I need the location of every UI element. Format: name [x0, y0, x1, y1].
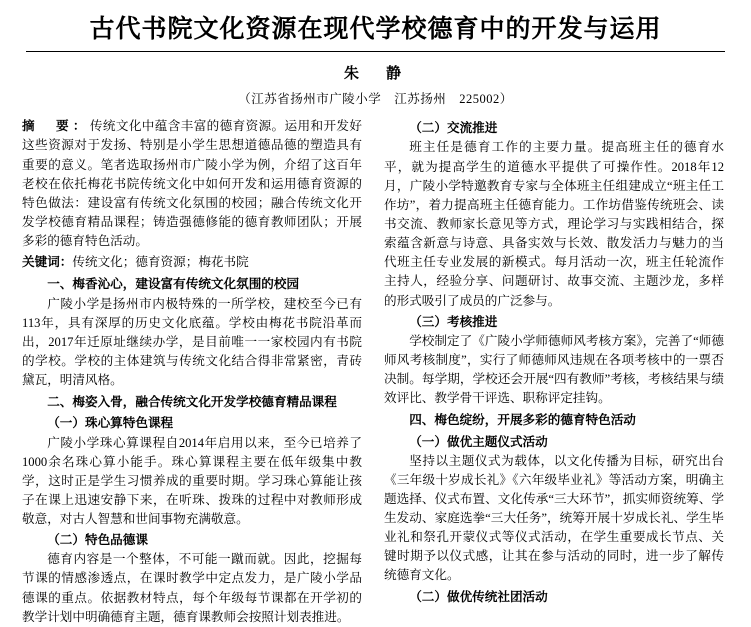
- body-paragraph: 广陵小学珠心算课程自2014年启用以来，至今已培养了1000余名珠心算小能手。珠心算课程主要在低年级集中教学，这时正是学生习惯养成的重要时期。学习珠心算能让孩子在课上迅速安静下来，在听珠、拨珠的过程中对教师形成敬意，对古人智慧和世间事物充满敬意。: [22, 435, 362, 527]
- author-affiliation: （江苏省扬州市广陵小学 江苏扬州 225002）: [238, 92, 513, 107]
- abstract-label: 摘 要：: [22, 119, 90, 134]
- page-title: 古代书院文化资源在现代学校德育中的开发与运用: [89, 16, 662, 43]
- section-heading: 二、梅姿入骨，融合传统文化开发学校德育精品课程: [47, 395, 337, 410]
- left-column: [22, 117, 362, 627]
- subsection-heading: （二）交流推进: [409, 121, 498, 136]
- body-paragraph: 学校制定了《广陵小学师德师风考核方案》，完善了“师德师风考核制度”，实行了师德师风违规在各项考核中的一票否决制。每学期，学校还会开展“四有教师”考核，考核结果与绩效评比、教学骨干评选、职称评定挂钩。: [384, 333, 724, 406]
- right-column: [384, 117, 724, 607]
- abstract-text: 传统文化中蕴含丰富的德育资源。运用和开发好这些资源对于发扬、特别是小学生思想道德品德的塑造具有重要的意义。笔者选取扬州市广陵小学为例，介绍了这百年老校在依托梅花书院传统文化中如何开发和运用德育资源的特色做法：建设富有传统文化氛围的校园；融合传统文化开发学校德育精品课程；铸造强德修能的德育教师团队；开展多彩的德育特色活动。: [22, 119, 363, 249]
- body-paragraph: 坚持以主题仪式为载体，以文化传播为目标，研究出台《三年级十岁成长礼》《六年级毕业礼》等活动方案，明确主题选择、仪式布置、文化传承“三大环节”，抓实师资统筹、学生发动、家庭选拳“三大任务”，统筹开展十岁成长礼、学生毕业礼和祭孔开蒙仪式等仪式活动，在学生重要成长节点、关键时期予以仪式感，让其在参与活动的同时，进一步了解传统德育文化。: [384, 453, 724, 583]
- subsection-heading: （二）特色品德课: [47, 533, 148, 548]
- subsection-heading: （三）考核推进: [409, 314, 498, 329]
- body-paragraph: 班主任是德育工作的主要力量。提高班主任的德育水平，就为提高学生的道德水平提供了可操作性。2018年12月，广陵小学特邀教育专家与全体班主任组建成立“班主任工作坊”，着力提高班主任德育能力。工作坊借鉴传统班会、读书交流、教师家长意见等方式，理论学习与实践相结合，探索蕴含新意与诗意、具备实效与长效、散发活力与魅力的当代班主任专业发展的新模式。每月活动一次，班主任轮流作主持人，经验分享、问题研讨、故事交流、主题沙龙，多样的形式吸引了成员的广泛参与。: [384, 140, 724, 308]
- subsection-heading: （一）做优主题仪式活动: [409, 434, 548, 449]
- subsection-heading: （一）珠心算特色课程: [47, 416, 174, 431]
- keywords-text: 传统文化；德育资源；梅花书院: [72, 255, 249, 270]
- two-column-body: [22, 117, 729, 627]
- title-divider: [26, 51, 725, 52]
- keywords-label: 关键词：: [22, 255, 73, 270]
- author-name: 朱 静: [343, 66, 407, 83]
- section-heading: 四、梅色绽纷，开展多彩的德育特色活动: [409, 413, 636, 428]
- abstract-paragraph: [22, 117, 362, 251]
- body-paragraph: 广陵小学是扬州市内极特殊的一所学校，建校至今已有113年，具有深厚的历史文化底蕴。学校由梅花书院沿革而出，2017年迁原址继续办学，是目前唯一一家校园内有书院的学校。学校的主体建筑与传统文化结合得非常紧密，青砖黛瓦，明清风格。: [22, 296, 362, 388]
- section-heading: 一、梅香沁心，建设富有传统文化氛围的校园: [47, 277, 300, 292]
- keywords-paragraph: [22, 253, 362, 272]
- subsection-heading: （二）做优传统社团活动: [409, 589, 548, 604]
- body-paragraph: 德育内容是一个整体，不可能一蹴而就。因此，挖掘每节课的情感渗透点，在课时教学中定点发力，是广陵小学品德课的重点。依据教材特点，每个年级每节课都在开学初的教学计划中明确德育主题，德育课教师会按照计划表推进。: [22, 552, 362, 624]
